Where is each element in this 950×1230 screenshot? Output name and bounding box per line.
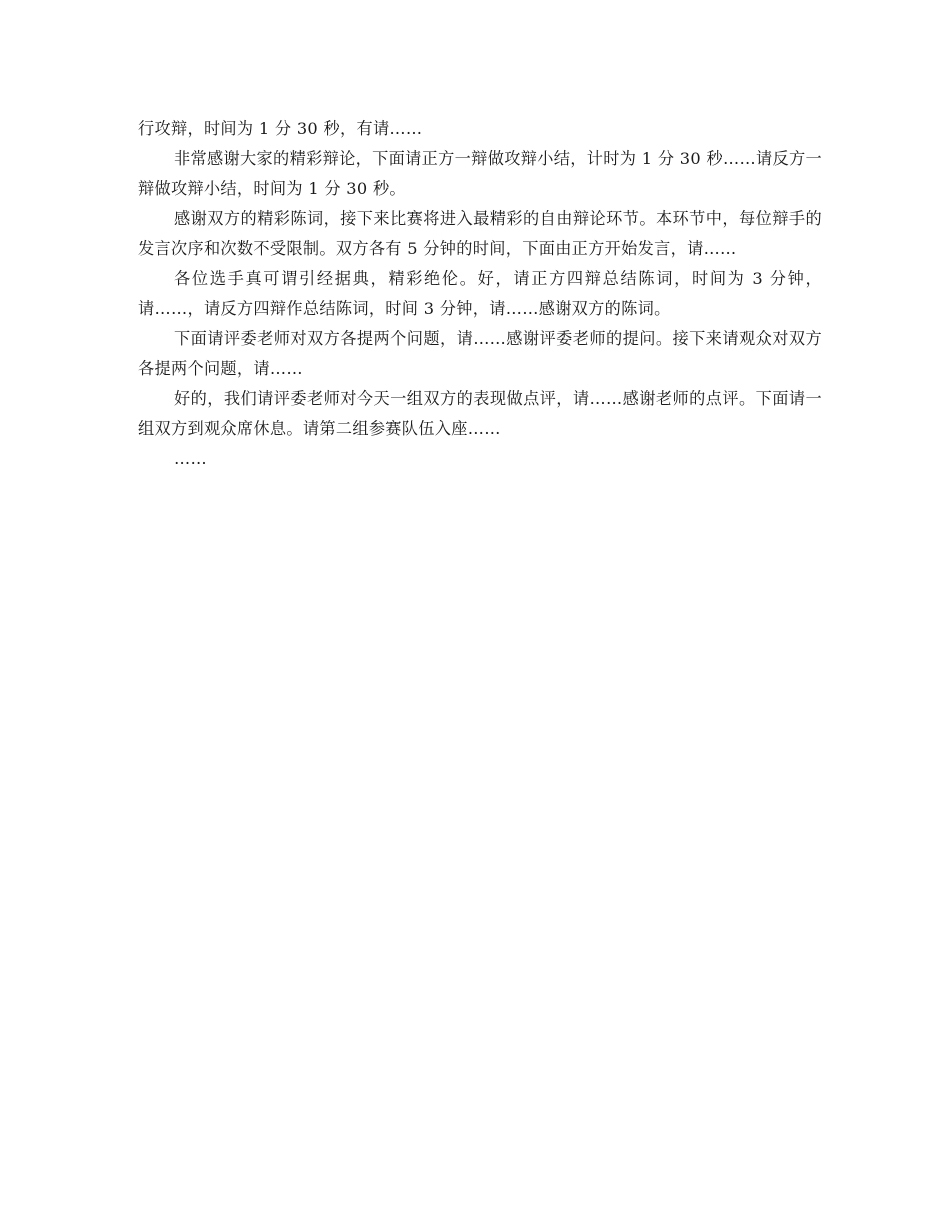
paragraph-7: ……	[174, 449, 207, 468]
paragraph-5: 下面请评委老师对双方各提两个问题，请……感谢评委老师的提问。接下来请观众对双方各提两个问题，请……	[138, 329, 822, 378]
paragraph-2: 非常感谢大家的精彩辩论，下面请正方一辩做攻辩小结，计时为 1 分 30 秒……请反方一辩做攻辩小结，时间为 1 分 30 秒。	[138, 149, 822, 198]
document-body	[138, 114, 822, 474]
paragraph-3: 感谢双方的精彩陈词，接下来比赛将进入最精彩的自由辩论环节。本环节中，每位辩手的发言次序和次数不受限制。双方各有 5 分钟的时间，下面由正方开始发言，请……	[138, 209, 822, 258]
paragraph-6: 好的，我们请评委老师对今天一组双方的表现做点评，请……感谢老师的点评。下面请一组双方到观众席休息。请第二组参赛队伍入座……	[138, 389, 822, 438]
paragraph-1: 行攻辩，时间为 1 分 30 秒，有请……	[138, 119, 423, 138]
paragraph-4: 各位选手真可谓引经据典，精彩绝伦。好，请正方四辩总结陈词，时间为 3 分钟，请……，请反方四辩作总结陈词，时间 3 分钟，请……感谢双方的陈词。	[138, 269, 822, 318]
